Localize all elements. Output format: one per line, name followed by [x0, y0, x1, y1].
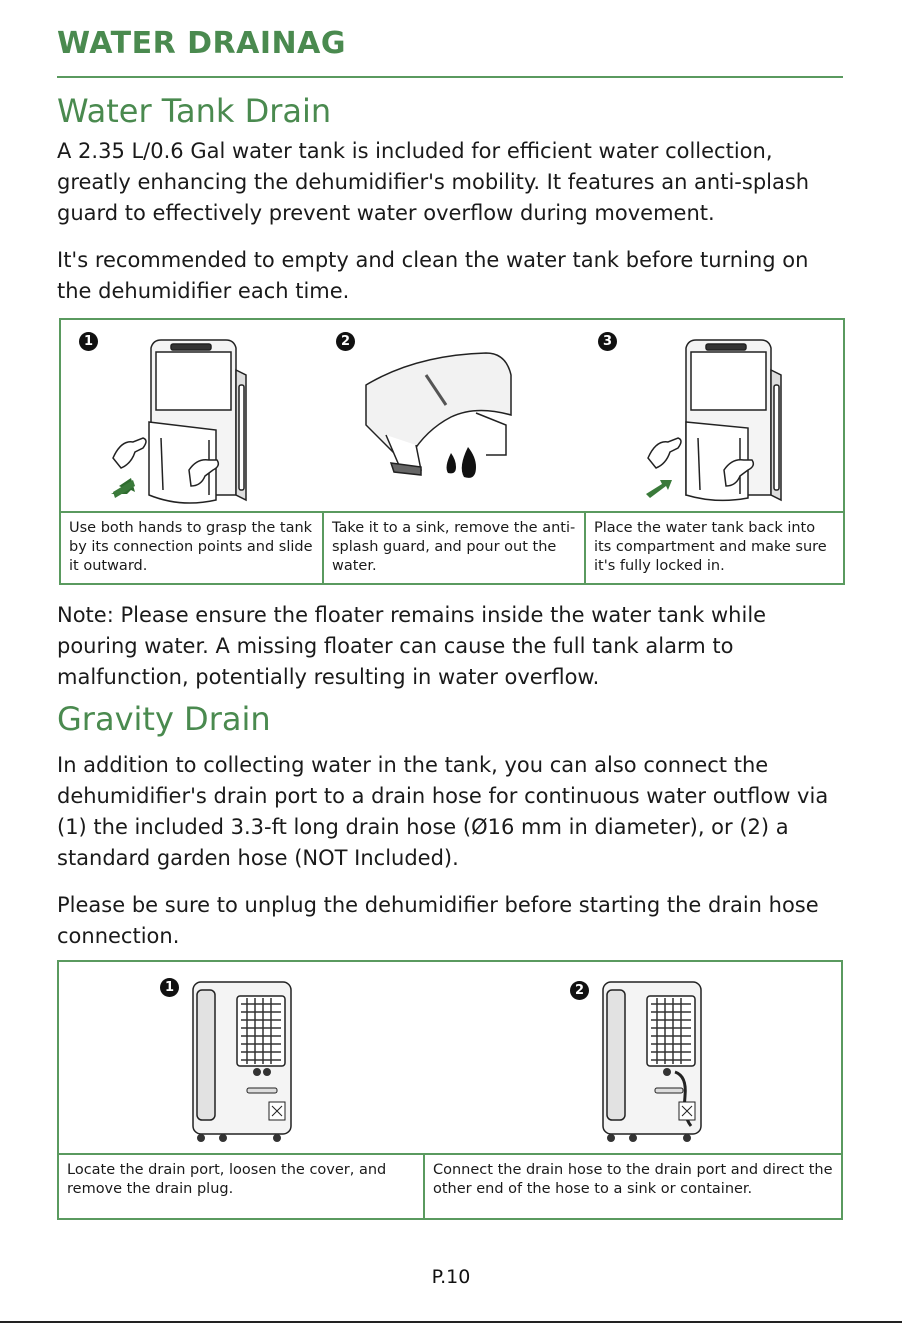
- unplug-warning-paragraph: Please be sure to unplug the dehumidifier before starting the drain hose connection.: [57, 893, 819, 948]
- tank-intro-paragraph: A 2.35 L/0.6 Gal water tank is included for efficient water collection, greatly enhancing the dehumidifier's mobility. It features an anti-splash guard to effectively prevent water overflow during movement.: [57, 139, 810, 225]
- tank-recommendation-paragraph: It's recommended to empty and clean the water tank before turning on the dehumidifier each time.: [57, 248, 809, 303]
- step-3-badge: 3: [598, 332, 617, 351]
- gravity-step-1-caption: Locate the drain port, loosen the cover, and remove the drain plug.: [67, 1162, 387, 1197]
- step-1-badge: 1: [79, 332, 98, 351]
- dehumidifier-remove-tank-illustration: [101, 330, 301, 510]
- step-2-caption: Take it to a sink, remove the anti-splash guard, and pour out the water.: [322, 513, 584, 583]
- title-divider: [57, 76, 843, 78]
- drain-port-illustration: [187, 976, 297, 1146]
- drain-hose-illustration: [597, 976, 707, 1146]
- page-number: P.10: [431, 1266, 471, 1288]
- bottom-divider: [0, 1321, 902, 1323]
- pour-water-illustration: [356, 345, 526, 495]
- gravity-steps-panel: [57, 960, 843, 1220]
- page-title: WATER DRAINAG: [57, 26, 346, 61]
- step-1-caption: Use both hands to grasp the tank by its connection points and slide it outward.: [69, 520, 313, 574]
- tank-steps-panel: [59, 318, 845, 585]
- gravity-intro-paragraph: In addition to collecting water in the tank, you can also connect the dehumidifier's drain port to a drain hose for continuous water outflow via (1) the included 3.3-ft long drain hose (Ø16 mm in diameter), or (2) a standard garden hose (NOT Included).: [57, 753, 829, 870]
- gravity-section-heading: Gravity Drain: [57, 700, 271, 738]
- gravity-step-2-caption: Connect the drain hose to the drain port and direct the other end of the hose to a sink or container.: [423, 1155, 841, 1218]
- floater-note: Note: Please ensure the floater remains inside the water tank while pouring water. A missing floater can cause the full tank alarm to malfunction, potentially resulting in water overflow.: [57, 603, 767, 689]
- gravity-step-2-badge: 2: [570, 981, 589, 1000]
- tank-section-heading: Water Tank Drain: [57, 92, 332, 130]
- step-3-caption: Place the water tank back into its compartment and make sure it's fully locked in.: [584, 513, 843, 583]
- step-2-badge: 2: [336, 332, 355, 351]
- gravity-step-1-badge: 1: [160, 978, 179, 997]
- dehumidifier-insert-tank-illustration: [636, 330, 836, 510]
